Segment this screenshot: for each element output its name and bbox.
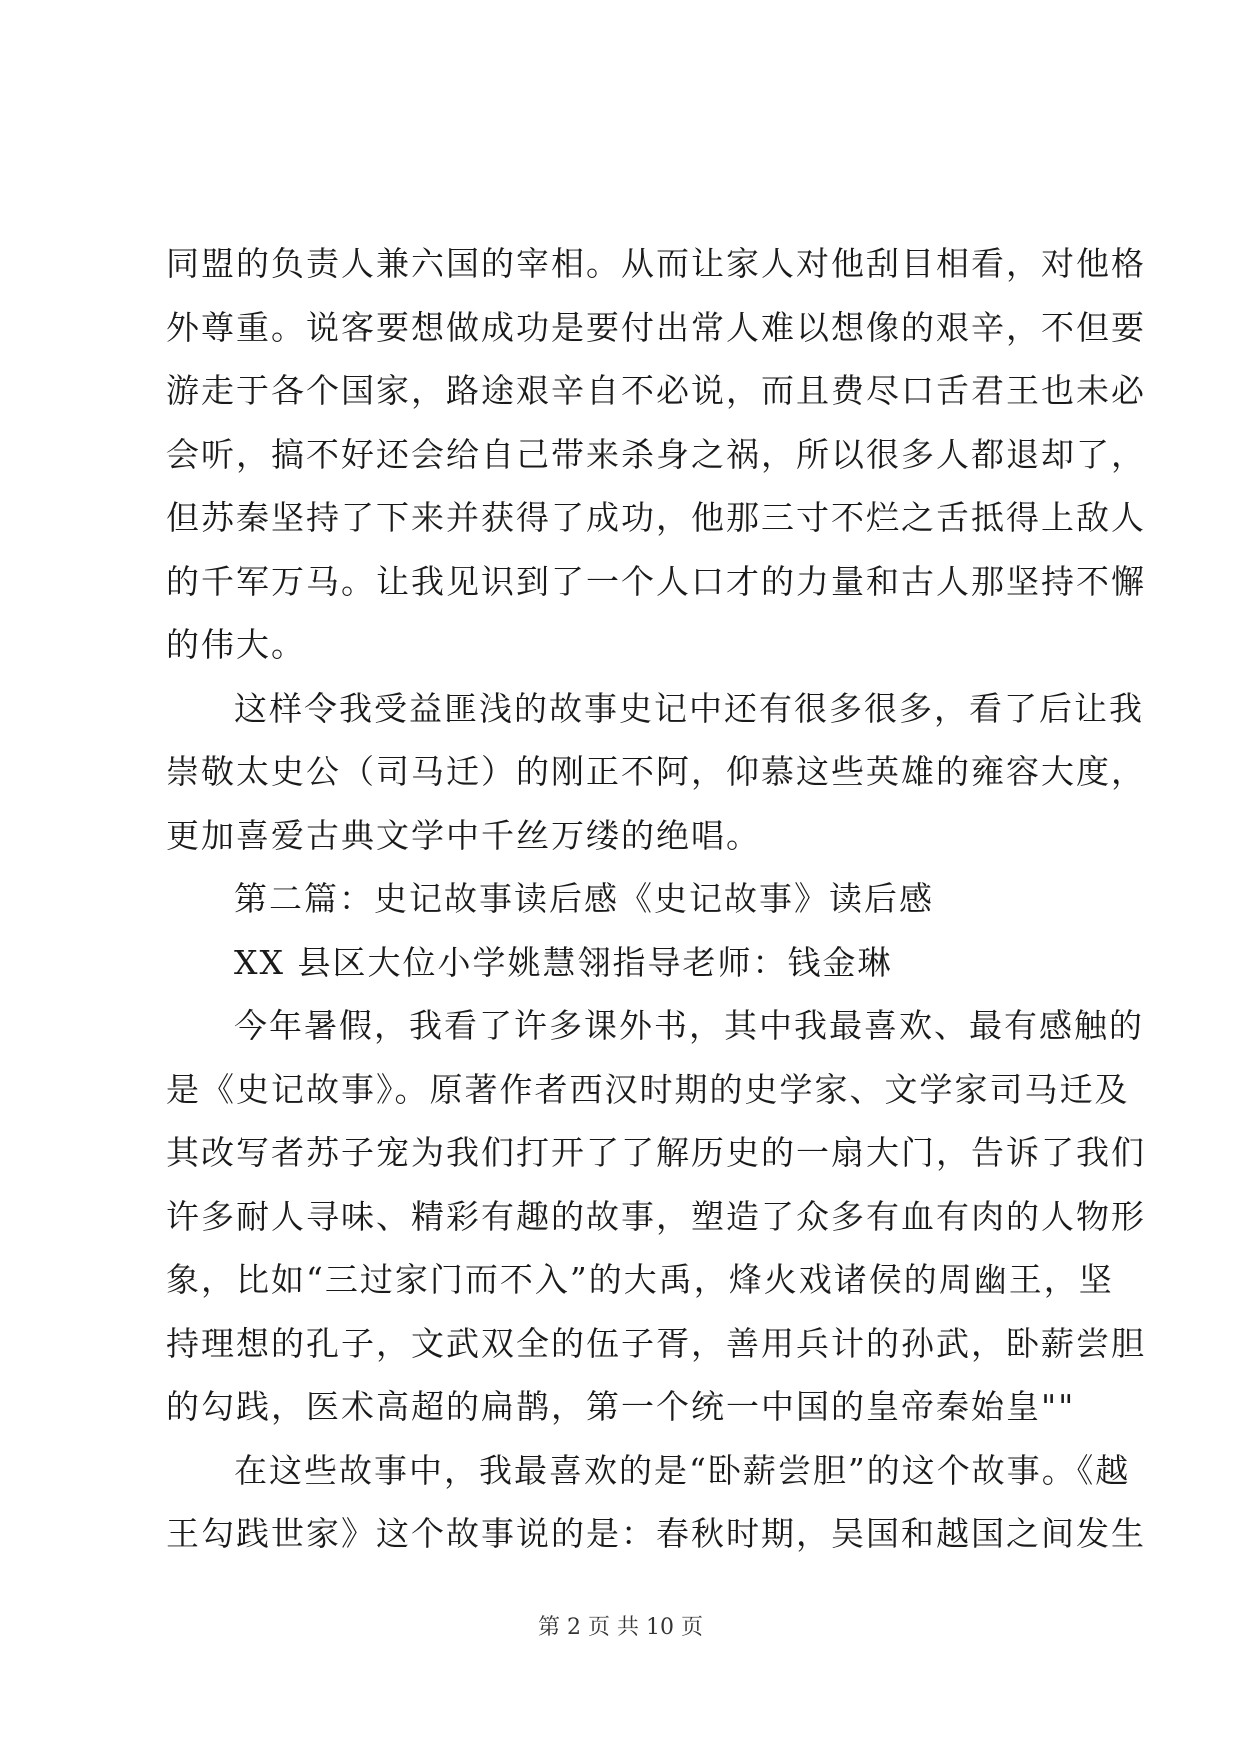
text-line: 崇敬太史公（司马迁）的刚正不阿，仰慕这些英雄的雍容大度， xyxy=(166,752,1146,791)
text-line: 持理想的孔子，文武双全的伍子胥，善用兵计的孙武，卧薪尝胆 xyxy=(166,1323,1146,1363)
text-line: 更加喜爱古典文学中千丝万缕的绝唱。 xyxy=(166,815,761,855)
text-line: 同盟的负责人兼六国的宰相。从而让家人对他刮目相看，对他格 xyxy=(166,244,1146,283)
text-line: 王勾践世家》这个故事说的是：春秋时期，吴国和越国之间发生 xyxy=(166,1514,1146,1553)
text-line: 许多耐人寻味、精彩有趣的故事，塑造了众多有血有肉的人物形 xyxy=(166,1196,1146,1236)
text-line: 这样令我受益匪浅的故事史记中还有很多很多，看了后让我 xyxy=(234,688,1144,728)
paragraph xyxy=(166,232,1146,677)
text-line: XX 县区大位小学姚慧翎指导老师：钱金琳 xyxy=(234,942,893,982)
text-line: 会听，搞不好还会给自己带来杀身之祸，所以很多人都退却了， xyxy=(166,434,1146,474)
paragraph xyxy=(166,1439,1146,1566)
text-line: 其改写者苏子宠为我们打开了了解历史的一扇大门，告诉了我们 xyxy=(166,1133,1146,1172)
text-line: 但苏秦坚持了下来并获得了成功，他那三寸不烂之舌抵得上敌人 xyxy=(166,498,1146,537)
text-line: 是《史记故事》。原著作者西汉时期的史学家、文学家司马迁及 xyxy=(166,1069,1130,1109)
document-body xyxy=(166,232,1146,1566)
text-line: 象，比如“三过家门而不入”的大禹，烽火戏诸侯的周幽王，坚 xyxy=(166,1260,1114,1299)
page-number-footer: 第 2 页 共 10 页 xyxy=(538,1615,703,1640)
text-line: 的千军万马。让我见识到了一个人口才的力量和古人那坚持不懈 xyxy=(166,561,1146,601)
paragraph xyxy=(166,677,1146,868)
text-line: 第二篇：史记故事读后感《史记故事》读后感 xyxy=(234,879,934,918)
text-line: 在这些故事中，我最喜欢的是“卧薪尝胆”的这个故事。《越 xyxy=(234,1450,1131,1490)
text-line: 今年暑假，我看了许多课外书，其中我最喜欢、最有感触的 xyxy=(234,1006,1144,1045)
author-line xyxy=(166,931,1086,995)
section-heading xyxy=(166,867,1086,931)
text-line: 游走于各个国家，路途艰辛自不必说，而且费尽口舌君王也未必 xyxy=(166,371,1146,410)
paragraph xyxy=(166,994,1146,1439)
text-line: 的勾践，医术高超的扁鹊，第一个统一中国的皇帝秦始皇"" xyxy=(166,1387,1076,1426)
text-line: 外尊重。说客要想做成功是要付出常人难以想像的艰辛，不但要 xyxy=(166,307,1146,347)
text-line: 的伟大。 xyxy=(166,625,306,664)
